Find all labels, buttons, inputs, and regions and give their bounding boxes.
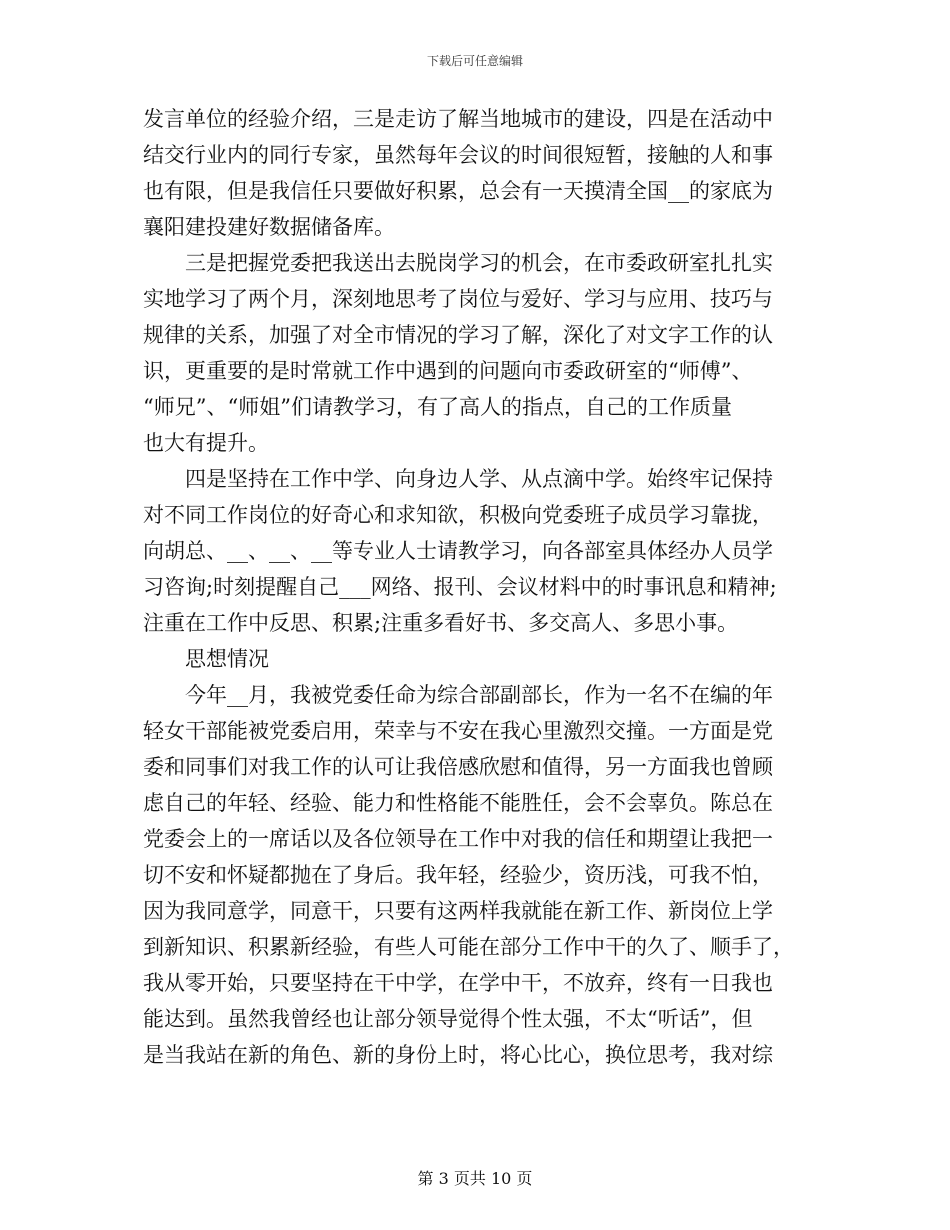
- text-line: 对不同工作岗位的好奇心和求知欲，积极向党委班子成员学习靠拢，: [143, 503, 773, 527]
- document-body: [143, 101, 803, 1073]
- text-line: 我从零开始，只要坚持在干中学，在学中干，不放弃，终有一日我也: [143, 971, 773, 995]
- text-line: 虑自己的年轻、经验、能力和性格能不能胜任，会不会辜负。陈总在: [143, 791, 773, 815]
- text-line: 到新知识、积累新经验，有些人可能在部分工作中干的久了、顺手了，: [143, 935, 794, 959]
- text-line: 实地学习了两个月，深刻地思考了岗位与爱好、学习与应用、技巧与: [143, 287, 773, 311]
- text-line: “师兄”、“师姐”们请教学习，有了高人的指点，自己的工作质量: [143, 395, 732, 419]
- page-header: 下载后可任意编辑: [426, 54, 523, 68]
- text-line: 四是坚持在工作中学、向身边人学、从点滴中学。始终牢记保持: [185, 467, 773, 491]
- text-line: 也大有提升。: [143, 431, 269, 455]
- text-line: 发言单位的经验介绍，三是走访了解当地城市的建设，四是在活动中: [143, 107, 773, 131]
- text-line: 能达到。虽然我曾经也让部分领导觉得个性太强，不太“听话”，但: [143, 1007, 753, 1031]
- page-footer: 第 3 页共 10 页: [417, 1169, 533, 1188]
- text-line: 委和同事们对我工作的认可让我倍感欣慰和值得，另一方面我也曾顾: [143, 755, 773, 779]
- text-line: 习咨询;时刻提醒自己___网络、报刊、会议材料中的时事讯息和精神;: [143, 575, 777, 599]
- text-line: 轻女干部能被党委启用，荣幸与不安在我心里激烈交撞。一方面是党: [143, 719, 773, 743]
- text-line: 今年__月，我被党委任命为综合部副部长，作为一名不在编的年: [185, 683, 773, 707]
- text-line: 规律的关系，加强了对全市情况的学习了解，深化了对文字工作的认: [143, 323, 773, 347]
- text-line: 三是把握党委把我送出去脱岗学习的机会，在市委政研室扎扎实: [185, 251, 773, 275]
- text-line: 切不安和怀疑都抛在了身后。我年轻，经验少，资历浅，可我不怕，: [143, 863, 773, 887]
- text-line: 识，更重要的是时常就工作中遇到的问题向市委政研室的“师傅”、: [143, 359, 753, 383]
- text-line: 也有限，但是我信任只要做好积累，总会有一天摸清全国__的家底为: [143, 179, 773, 203]
- text-line: 向胡总、__、__、__等专业人士请教学习，向各部室具体经办人员学: [143, 539, 773, 563]
- text-line: 思想情况: [185, 647, 269, 671]
- text-line: 结交行业内的同行专家，虽然每年会议的时间很短暂，接触的人和事: [143, 143, 773, 167]
- text-line: 党委会上的一席话以及各位领导在工作中对我的信任和期望让我把一: [143, 827, 773, 851]
- text-line: 注重在工作中反思、积累;注重多看好书、多交高人、多思小事。: [143, 611, 739, 635]
- text-line: 襄阳建投建好数据储备库。: [143, 215, 395, 239]
- text-line: 是当我站在新的角色、新的身份上时，将心比心，换位思考，我对综: [143, 1043, 773, 1067]
- text-line: 因为我同意学，同意干，只要有这两样我就能在新工作、新岗位上学: [143, 899, 773, 923]
